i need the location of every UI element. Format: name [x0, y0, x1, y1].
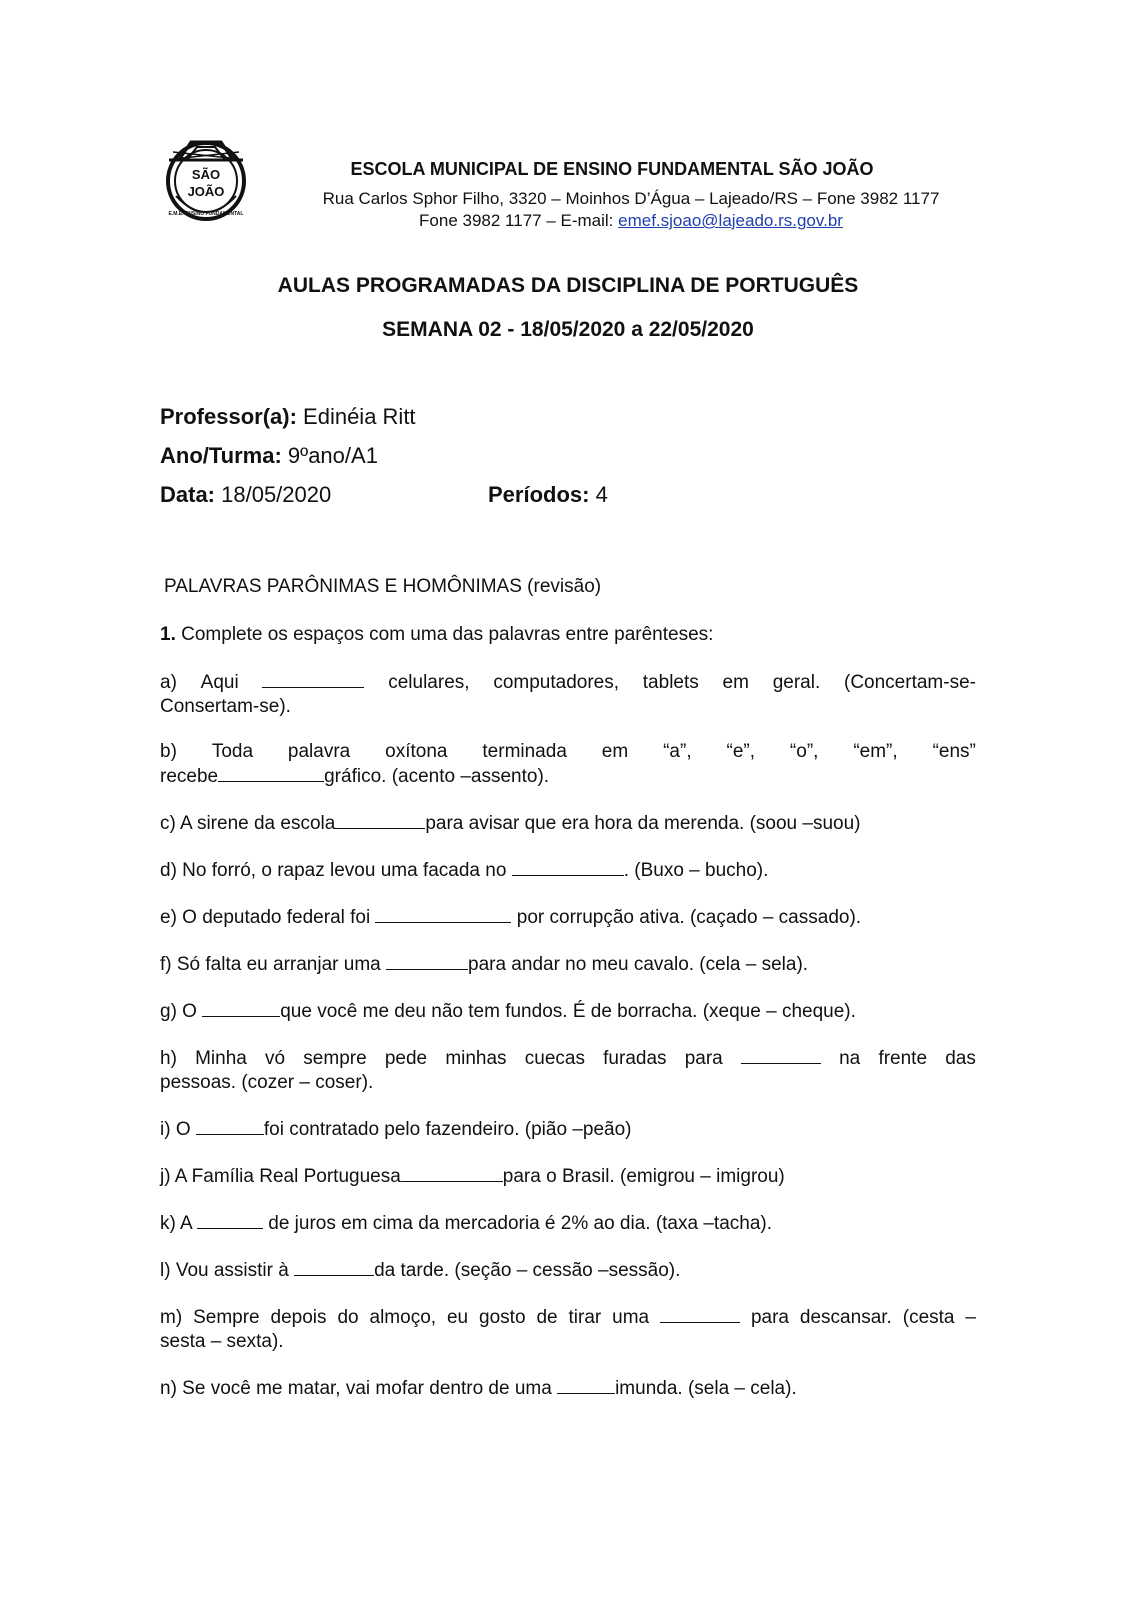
answer-blank-i[interactable] [196, 1117, 264, 1135]
professor-value: Edinéia Ritt [296, 404, 416, 429]
question-h-word: vó [265, 1048, 286, 1069]
exercise-number: 1. [160, 624, 176, 645]
question-b-word: “ens” [932, 741, 976, 762]
question-m-word: Sempre [193, 1307, 260, 1328]
question-c [160, 811, 976, 836]
question-m-word: descansar. [799, 1307, 892, 1328]
answer-blank-d[interactable] [512, 858, 624, 876]
school-address: Rua Carlos Sphor Filho, 3320 – Moinhos D’Água – Lajeado/RS – Fone 3982 1177 [322, 189, 940, 208]
question-j-after: para o Brasil. (emigrou – imigrou) [502, 1166, 785, 1187]
question-b-word: palavra [287, 741, 351, 762]
question-b-line-1 [160, 740, 976, 764]
answer-blank-a[interactable] [262, 670, 364, 688]
answer-blank-m[interactable] [660, 1305, 740, 1323]
question-k-after: de juros em cima da mercadoria é 2% ao dia. (taxa –tacha). [262, 1213, 772, 1234]
question-i-before: i) O [160, 1119, 196, 1140]
question-b-word: b) [160, 741, 177, 762]
svg-text:JOÃO: JOÃO [187, 184, 225, 199]
question-e-after: por corrupção ativa. (caçado – cassado). [511, 907, 862, 928]
section-title: PALAVRAS PARÔNIMAS E HOMÔNIMAS (revisão) [164, 576, 602, 597]
answer-blank-n[interactable] [557, 1376, 615, 1394]
question-a-line-2: Consertam-se). [160, 696, 291, 717]
question-h-word: cuecas [524, 1048, 585, 1069]
question-b-word: “e”, [726, 741, 756, 762]
question-m-word: gosto [479, 1307, 526, 1328]
question-a-word: (Concertam-se- [844, 672, 976, 693]
question-b-word: terminada [482, 741, 567, 762]
document-title: AULAS PROGRAMADAS DA DISCIPLINA DE PORTUGUÊS [277, 274, 859, 297]
school-name: ESCOLA MUNICIPAL DE ENSINO FUNDAMENTAL SÃO JOÃO [350, 159, 874, 179]
question-m-word: depois [270, 1307, 327, 1328]
question-g [160, 999, 976, 1024]
question-m-word: tirar [568, 1307, 602, 1328]
answer-blank-k[interactable] [197, 1211, 263, 1229]
question-h-word: furadas [603, 1048, 667, 1069]
question-b-after: gráfico. (acento –assento). [324, 766, 550, 787]
question-a-word: a) [160, 672, 177, 693]
question-b-word: “em”, [853, 741, 898, 762]
answer-blank-e[interactable] [375, 905, 511, 923]
question-f-after: para andar no meu cavalo. (cela – sela). [468, 954, 809, 975]
periods-line [488, 481, 608, 509]
logo-text-2 [163, 222, 164, 223]
periods-label: Períodos: [488, 482, 590, 507]
answer-blank-f[interactable] [386, 952, 468, 970]
question-a-word: Aqui [200, 672, 239, 693]
question-a-line-1 [160, 670, 976, 695]
question-m-word: do [337, 1307, 359, 1328]
question-f [160, 952, 976, 977]
question-b-word: em [601, 741, 629, 762]
question-j-before: j) A Família Real Portuguesa [160, 1166, 401, 1187]
question-d [160, 858, 976, 883]
logo-text-3 [163, 222, 164, 223]
question-a-word: celulares, [388, 672, 470, 693]
question-m-word: eu [446, 1307, 469, 1328]
question-h-word: para [684, 1048, 723, 1069]
question-l-after: da tarde. (seção – cessão –sessão). [374, 1260, 681, 1281]
question-l [160, 1258, 976, 1283]
date-line [160, 481, 331, 509]
question-l-before: l) Vou assistir à [160, 1260, 295, 1281]
question-m-word: de [536, 1307, 558, 1328]
date-value: 18/05/2020 [215, 482, 332, 507]
question-m-word: – [965, 1307, 976, 1328]
question-h-line-1 [160, 1046, 976, 1071]
turma-line [160, 442, 378, 470]
svg-text:SÃO: SÃO [191, 167, 221, 182]
answer-blank-h[interactable] [741, 1046, 821, 1064]
question-m-word: (cesta [902, 1307, 955, 1328]
week-title: SEMANA 02 - 18/05/2020 a 22/05/2020 [382, 318, 754, 341]
question-m [160, 1305, 976, 1354]
answer-blank-b[interactable] [218, 764, 324, 782]
question-e [160, 905, 976, 930]
question-k-before: k) A [160, 1213, 197, 1234]
email-link[interactable]: emef.sjoao@lajeado.rs.gov.br [618, 211, 843, 230]
professor-line [160, 403, 416, 431]
logo-text-1 [163, 222, 164, 223]
question-g-before: g) O [160, 1001, 203, 1022]
question-m-word: uma [612, 1307, 650, 1328]
question-j [160, 1164, 976, 1189]
phone-prefix: Fone 3982 1177 – E-mail: [419, 211, 619, 230]
question-f-before: f) Só falta eu arranjar uma [160, 954, 386, 975]
answer-blank-l[interactable] [294, 1258, 374, 1276]
question-b-line-2 [160, 764, 976, 789]
question-h-line-2: pessoas. (cozer – coser). [160, 1072, 374, 1093]
question-m-line-2: sesta – sexta). [160, 1331, 284, 1352]
answer-blank-j[interactable] [401, 1164, 503, 1182]
question-b-word: Toda [211, 741, 254, 762]
exercise-text: Complete os espaços com uma das palavras entre parênteses: [175, 624, 714, 645]
question-n-after: imunda. (sela – cela). [615, 1378, 797, 1399]
question-c-before: c) A sirene da escola [160, 813, 336, 834]
question-b-word: “o”, [789, 741, 819, 762]
turma-value: 9ºano/A1 [281, 443, 378, 468]
turma-label: Ano/Turma: [160, 443, 282, 468]
question-h-word: frente [878, 1048, 928, 1069]
question-h-word: h) [160, 1048, 177, 1069]
question-e-before: e) O deputado federal foi [160, 907, 376, 928]
question-a-word: tablets [642, 672, 699, 693]
question-h-word: na [839, 1048, 861, 1069]
exercise-instruction [160, 623, 713, 647]
question-m-line-1 [160, 1305, 976, 1330]
question-b [160, 740, 976, 789]
question-m-word: m) [160, 1307, 183, 1328]
question-n [160, 1376, 976, 1401]
question-h-word: Minha [195, 1048, 247, 1069]
question-a-word: em [722, 672, 749, 693]
question-h [160, 1046, 976, 1095]
question-b-before: recebe [160, 766, 219, 787]
school-seal-icon [163, 134, 253, 222]
question-b-word: “a”, [663, 741, 692, 762]
question-i [160, 1117, 976, 1142]
question-h-word: pede [384, 1048, 428, 1069]
question-a-word: computadores, [493, 672, 620, 693]
question-h-word: sempre [303, 1048, 367, 1069]
professor-label: Professor(a): [160, 404, 297, 429]
question-b-word: oxítona [385, 741, 448, 762]
question-d-before: d) No forró, o rapaz levou uma facada no [160, 860, 512, 881]
answer-blank-g[interactable] [202, 999, 280, 1017]
question-g-after: que você me deu não tem fundos. É de borracha. (xeque – cheque). [280, 1001, 856, 1022]
answer-blank-c[interactable] [335, 811, 425, 829]
school-contact [280, 210, 982, 232]
question-a-word: geral. [772, 672, 821, 693]
question-a [160, 670, 976, 719]
question-d-after: . (Buxo – bucho). [623, 860, 769, 881]
periods-value: 4 [589, 482, 608, 507]
question-h-word: das [945, 1048, 976, 1069]
school-logo [163, 134, 253, 222]
question-m-word: para [750, 1307, 789, 1328]
svg-text:E.M.E. ENSINO FUNDAMENTAL: E.M.E. ENSINO FUNDAMENTAL [168, 211, 244, 217]
question-i-after: foi contratado pelo fazendeiro. (pião –peão) [263, 1119, 632, 1140]
question-n-before: n) Se você me matar, vai mofar dentro de uma [160, 1378, 558, 1399]
date-label: Data: [160, 482, 216, 507]
question-h-word: minhas [445, 1048, 507, 1069]
question-k [160, 1211, 976, 1236]
question-c-after: para avisar que era hora da merenda. (soou –suou) [425, 813, 861, 834]
question-m-word: almoço, [369, 1307, 437, 1328]
